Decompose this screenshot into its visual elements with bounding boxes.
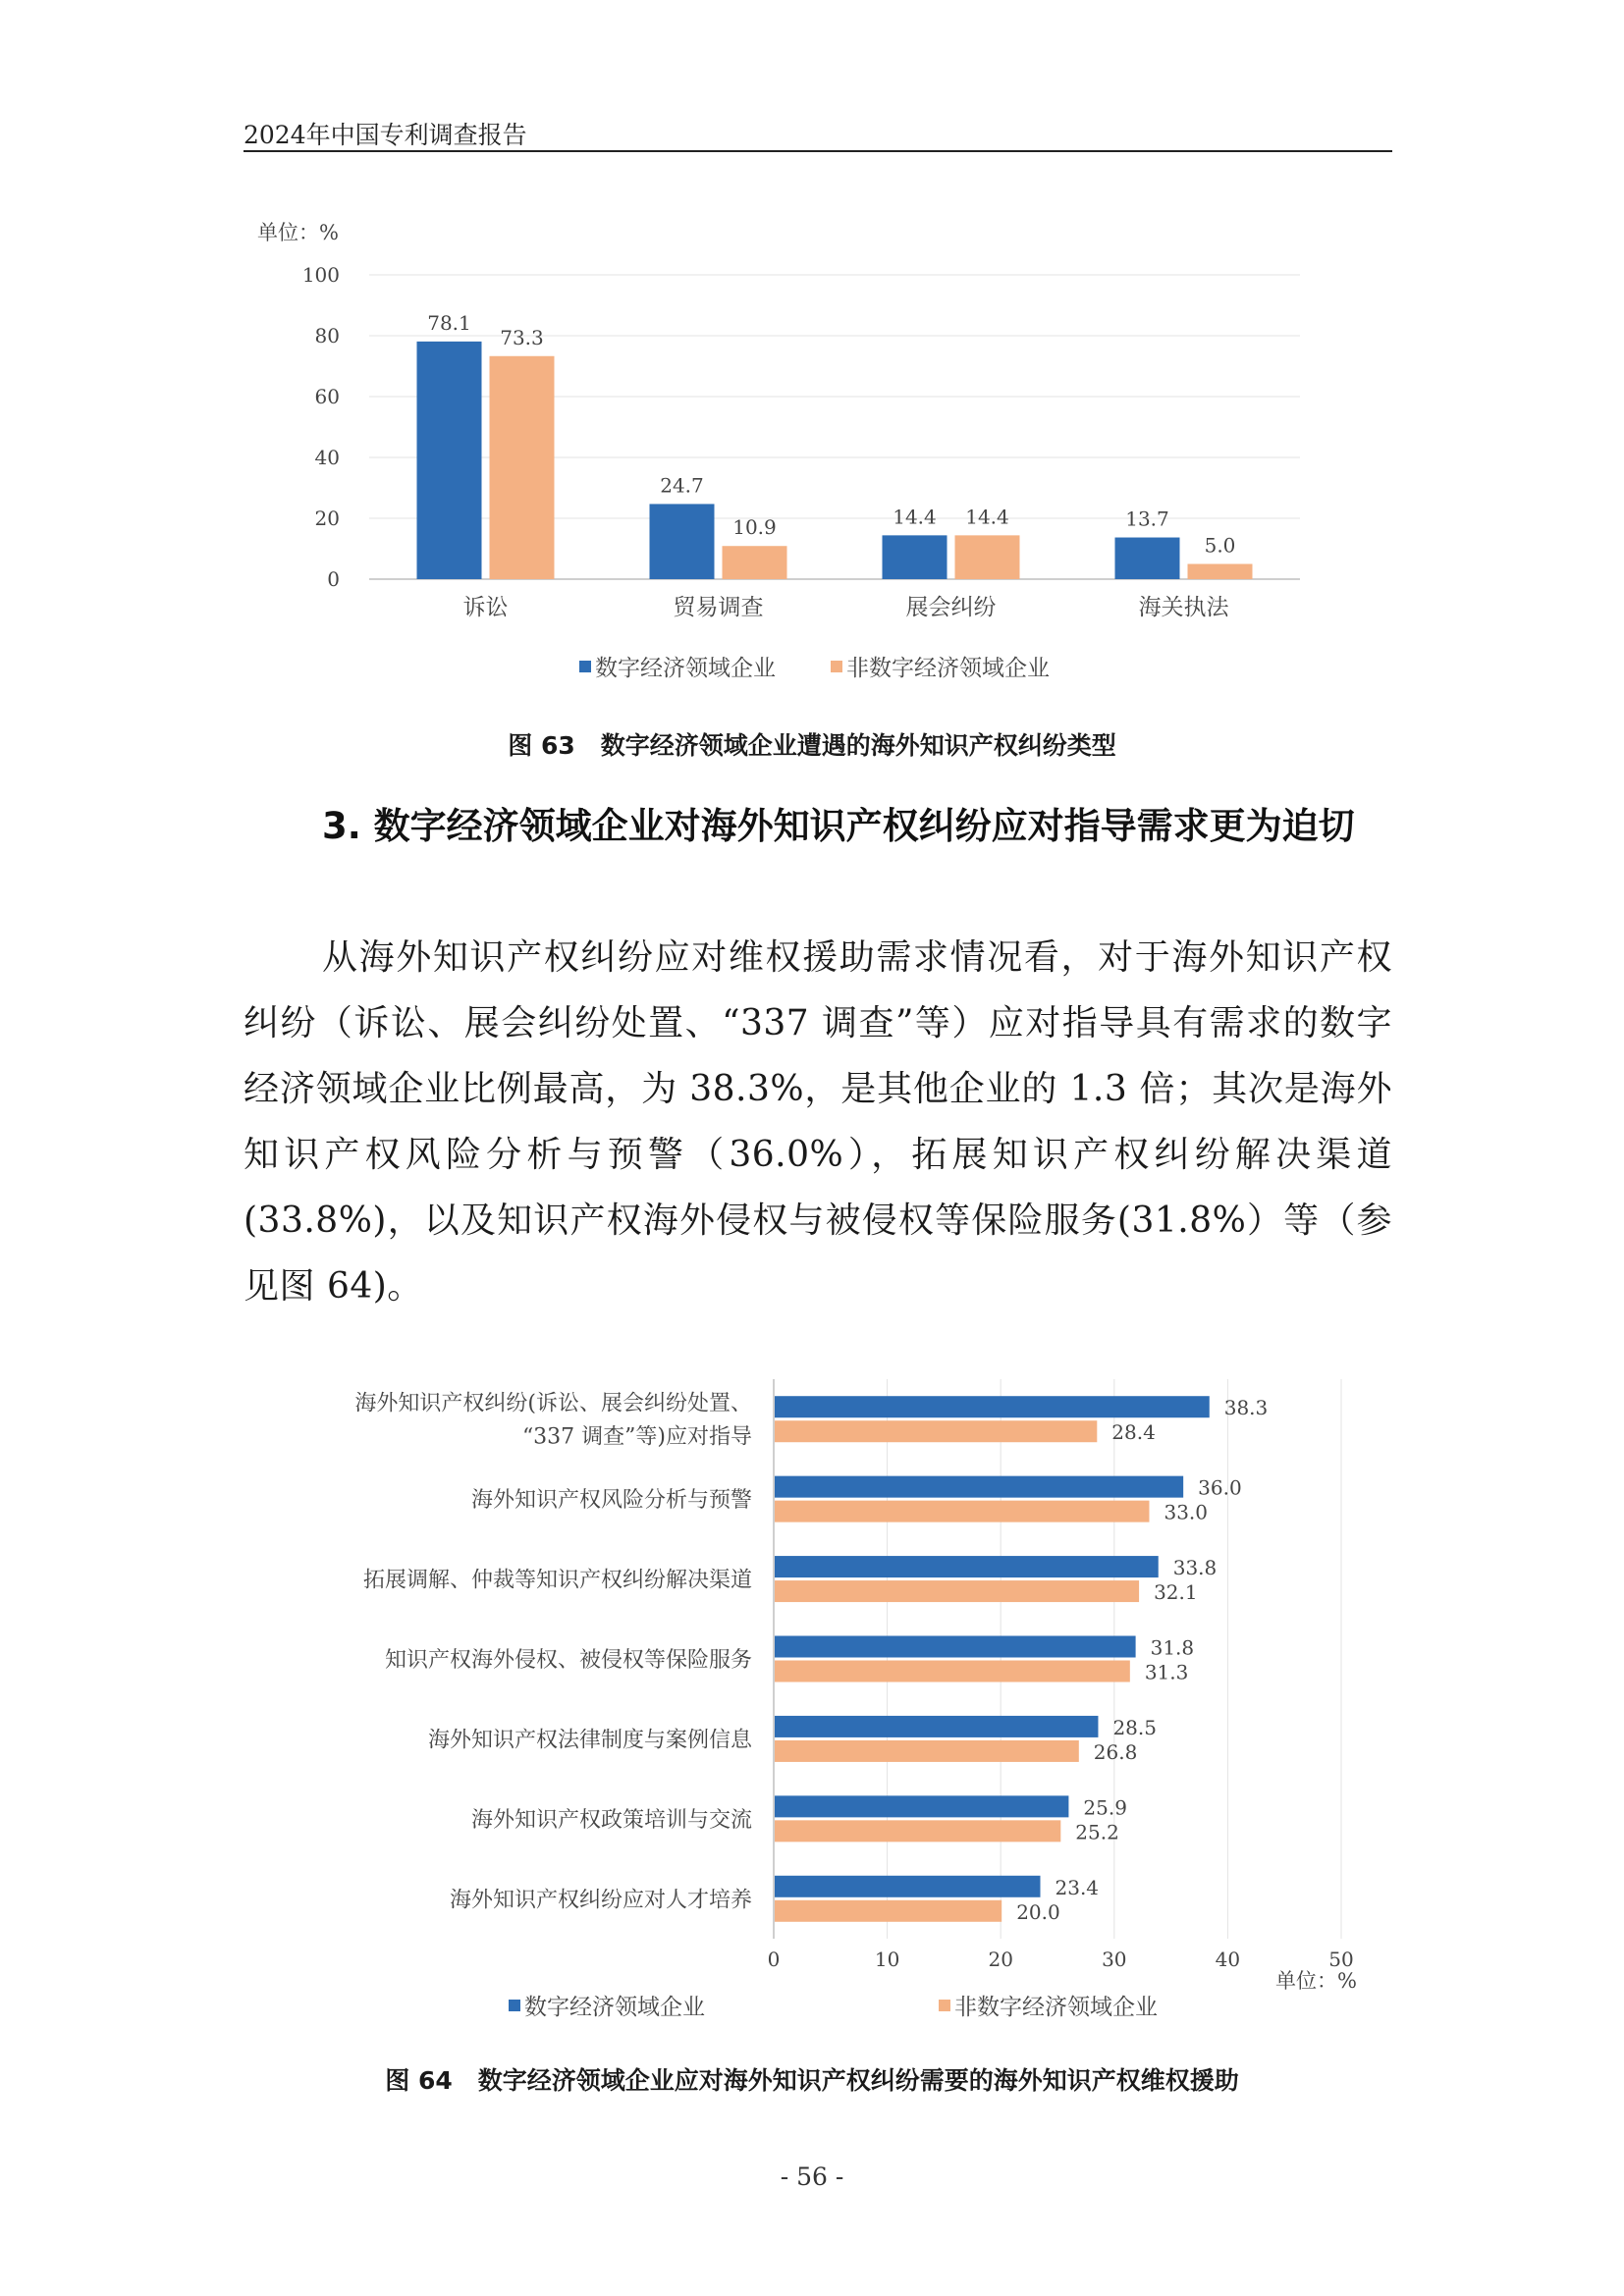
- category-label: 贸易调查: [673, 595, 764, 620]
- y-tick-label: 80: [314, 324, 340, 347]
- body-paragraph: 从海外知识产权纠纷应对维权援助需求情况看，对于海外知识产权纠纷（诉讼、展会纠纷处置、“337 调查”等）应对指导具有需求的数字经济领域企业比例最高，为 38.3%，是其他企业的 1.3 倍；其次是海外知识产权风险分析与预警（36.0%），拓展知识产权纠纷解决渠道(33.8%)，以及知识产权海外侵权与被侵权等保险服务(31.8%）等（参见图 64)。: [244, 937, 1392, 1307]
- section-heading: 3. 数字经济领域企业对海外知识产权纠纷应对指导需求更为迫切: [322, 805, 1355, 847]
- x-tick-label: 30: [1102, 1948, 1127, 1971]
- figure-63-title: 数字经济领域企业遭遇的海外知识产权纠纷类型: [600, 731, 1116, 760]
- x-tick-label: 20: [988, 1948, 1013, 1971]
- legend-label-non-digital: 非数字经济领域企业: [846, 656, 1050, 681]
- y-tick-label: 40: [314, 446, 340, 469]
- x-tick-label: 10: [874, 1948, 900, 1971]
- bar-digital: [650, 504, 715, 579]
- bar-digital: [417, 342, 482, 579]
- figure-64-number: 图 64: [385, 2066, 453, 2095]
- bar-digital: [1115, 538, 1180, 579]
- data-label: 33.8: [1172, 1556, 1218, 1580]
- data-label: 5.0: [1204, 533, 1236, 558]
- x-tick-label: 50: [1328, 1948, 1354, 1971]
- data-label: 32.1: [1154, 1580, 1198, 1605]
- y-tick-label: 60: [314, 385, 340, 408]
- data-label: 25.2: [1075, 1820, 1119, 1844]
- category-label: 诉讼: [462, 595, 509, 620]
- data-label: 23.4: [1055, 1875, 1100, 1899]
- y-tick-label: 0: [327, 567, 340, 591]
- bar-digital: [775, 1476, 1183, 1498]
- figure-63-number: 图 63: [508, 731, 575, 760]
- bar-digital: [775, 1396, 1210, 1417]
- legend-swatch-digital: [579, 661, 591, 672]
- unit-label: 单位：%: [257, 221, 339, 244]
- unit-label: 单位：%: [1275, 1969, 1357, 1993]
- category-label: 海外知识产权纠纷(诉讼、展会纠纷处置、: [354, 1391, 752, 1416]
- legend-swatch-non-digital: [939, 2000, 950, 2011]
- figure-63-chart: [244, 206, 1333, 697]
- data-label: 28.5: [1112, 1715, 1157, 1739]
- data-label: 14.4: [965, 505, 1009, 529]
- running-header: 2024年中国专利调查报告: [244, 121, 527, 149]
- category-label: 知识产权海外侵权、被侵权等保险服务: [384, 1648, 752, 1673]
- data-label: 25.9: [1083, 1795, 1127, 1820]
- legend-label-digital: 数字经济领域企业: [524, 1995, 705, 2020]
- data-label: 24.7: [660, 473, 704, 498]
- bar-non-digital: [775, 1820, 1060, 1842]
- bar-digital: [775, 1795, 1068, 1817]
- page-number: - 56 -: [780, 2163, 844, 2191]
- figure-63-caption: [0, 726, 1624, 762]
- bar-non-digital: [775, 1501, 1149, 1522]
- bar-non-digital: [775, 1900, 1001, 1922]
- bar-non-digital: [490, 356, 555, 579]
- x-tick-label: 40: [1215, 1948, 1241, 1971]
- figure-64-chart: [244, 1360, 1363, 2037]
- legend-label-non-digital: 非数字经济领域企业: [954, 1995, 1158, 2020]
- data-label: 14.4: [893, 505, 937, 529]
- bar-digital: [775, 1876, 1041, 1897]
- header-rule: [244, 150, 1392, 152]
- bar-non-digital: [775, 1661, 1130, 1682]
- data-label: 28.4: [1111, 1420, 1156, 1445]
- category-label: 展会纠纷: [905, 595, 997, 620]
- category-label: 海关执法: [1138, 595, 1229, 620]
- category-label: 海外知识产权风险分析与预警: [470, 1488, 752, 1514]
- figure-64-caption: [0, 2061, 1624, 2097]
- bar-digital: [775, 1716, 1098, 1737]
- x-tick-label: 0: [767, 1948, 781, 1971]
- data-label: 33.0: [1164, 1500, 1209, 1524]
- data-label: 13.7: [1125, 507, 1169, 531]
- data-label: 10.9: [732, 515, 777, 540]
- bar-non-digital: [775, 1420, 1097, 1442]
- category-label: 拓展调解、仲裁等知识产权纠纷解决渠道: [362, 1568, 752, 1593]
- data-label: 78.1: [427, 310, 471, 335]
- category-label: “337 调查”等)应对指导: [521, 1424, 752, 1450]
- data-label: 26.8: [1093, 1739, 1138, 1764]
- data-label: 20.0: [1016, 1899, 1060, 1924]
- data-label: 38.3: [1223, 1396, 1269, 1420]
- bar-digital: [775, 1636, 1136, 1658]
- bar-digital: [883, 535, 947, 579]
- y-tick-label: 100: [301, 263, 340, 287]
- legend-swatch-non-digital: [831, 661, 842, 672]
- data-label: 31.8: [1150, 1635, 1195, 1660]
- bar-non-digital: [955, 535, 1020, 579]
- bar-non-digital: [775, 1580, 1139, 1602]
- data-label: 31.3: [1144, 1660, 1189, 1684]
- y-tick-label: 20: [314, 507, 340, 530]
- category-label: 海外知识产权政策培训与交流: [470, 1807, 752, 1833]
- figure-64-title: 数字经济领域企业应对海外知识产权纠纷需要的海外知识产权维权援助: [477, 2066, 1239, 2095]
- category-label: 海外知识产权纠纷应对人才培养: [449, 1888, 752, 1913]
- bar-non-digital: [723, 546, 787, 579]
- bar-digital: [775, 1556, 1159, 1577]
- legend-label-digital: 数字经济领域企业: [595, 656, 776, 681]
- bar-non-digital: [1188, 564, 1253, 580]
- bar-non-digital: [775, 1740, 1079, 1762]
- legend-swatch-digital: [509, 2000, 520, 2011]
- data-label: 73.3: [500, 325, 544, 349]
- category-label: 海外知识产权法律制度与案例信息: [427, 1728, 752, 1753]
- data-label: 36.0: [1198, 1475, 1242, 1500]
